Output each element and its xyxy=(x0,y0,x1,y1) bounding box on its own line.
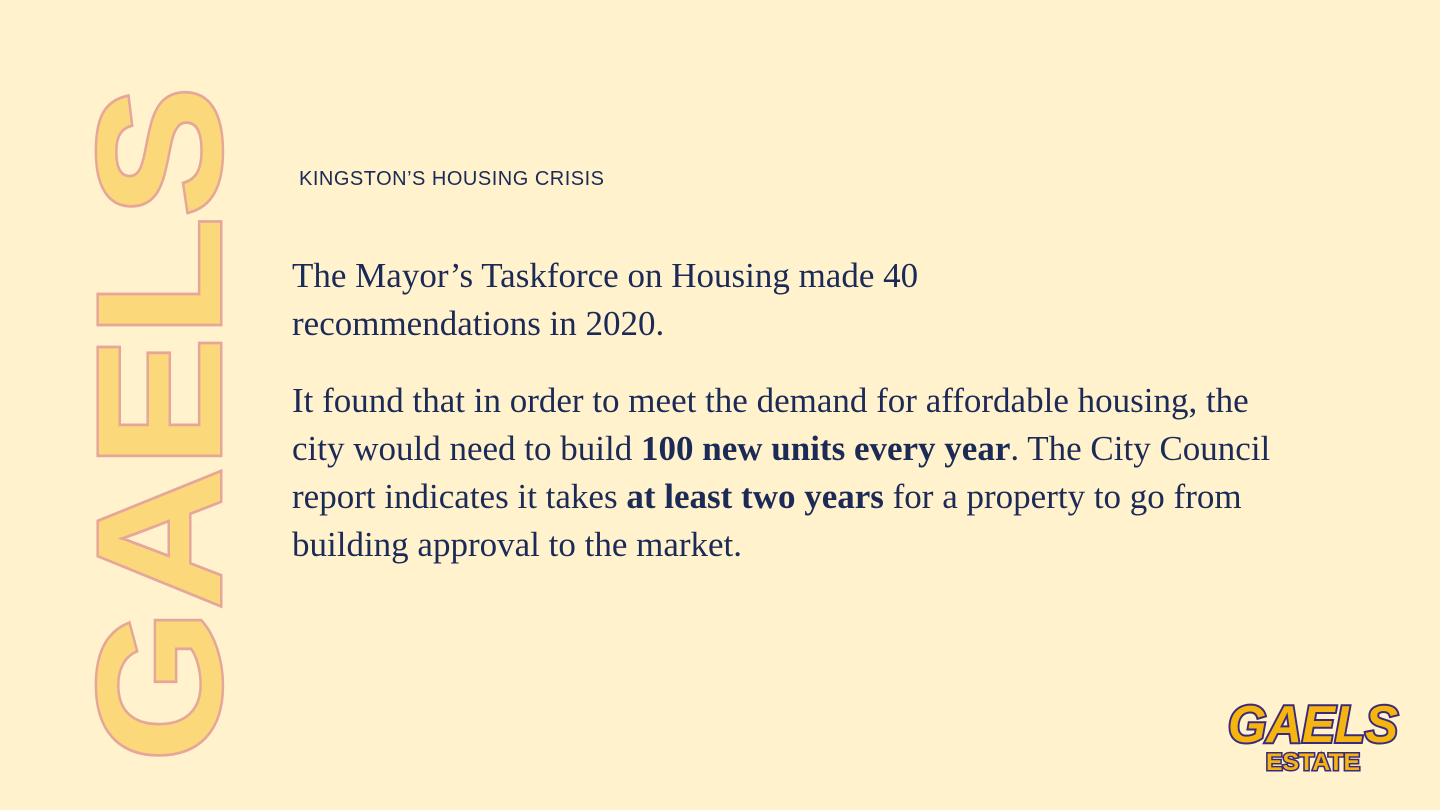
gaels-estate-logo-graphic xyxy=(1222,696,1404,776)
findings-text-3: for a property to go from building approval to the market. xyxy=(292,477,1242,564)
paragraph-findings xyxy=(292,377,1282,569)
section-eyebrow: KINGSTON’S HOUSING CRISIS xyxy=(299,168,605,190)
paragraph-taskforce-line2: recommendations in 2020. xyxy=(292,304,665,343)
paragraph-taskforce xyxy=(292,252,1282,348)
paragraph-taskforce-line1: The Mayor’s Taskforce on Housing made 40 xyxy=(292,256,919,295)
body-text xyxy=(292,252,1282,569)
logo-top-text: GAELS xyxy=(1228,696,1399,754)
gaels-estate-logo xyxy=(1222,696,1404,776)
watermark-text: GAELS xyxy=(62,155,258,762)
gaels-watermark xyxy=(52,44,258,766)
findings-text-1: It found that in order to meet the demand for affordable housing, the city would need to build xyxy=(292,381,1249,468)
logo-bottom-text: ESTATE xyxy=(1266,749,1360,776)
findings-highlight-units: 100 new units every year xyxy=(640,429,1011,468)
findings-highlight-years: at least two years xyxy=(626,477,884,516)
findings-text-2: . The City Council report indicates it takes xyxy=(292,429,1271,516)
gaels-watermark-graphic xyxy=(52,44,258,766)
